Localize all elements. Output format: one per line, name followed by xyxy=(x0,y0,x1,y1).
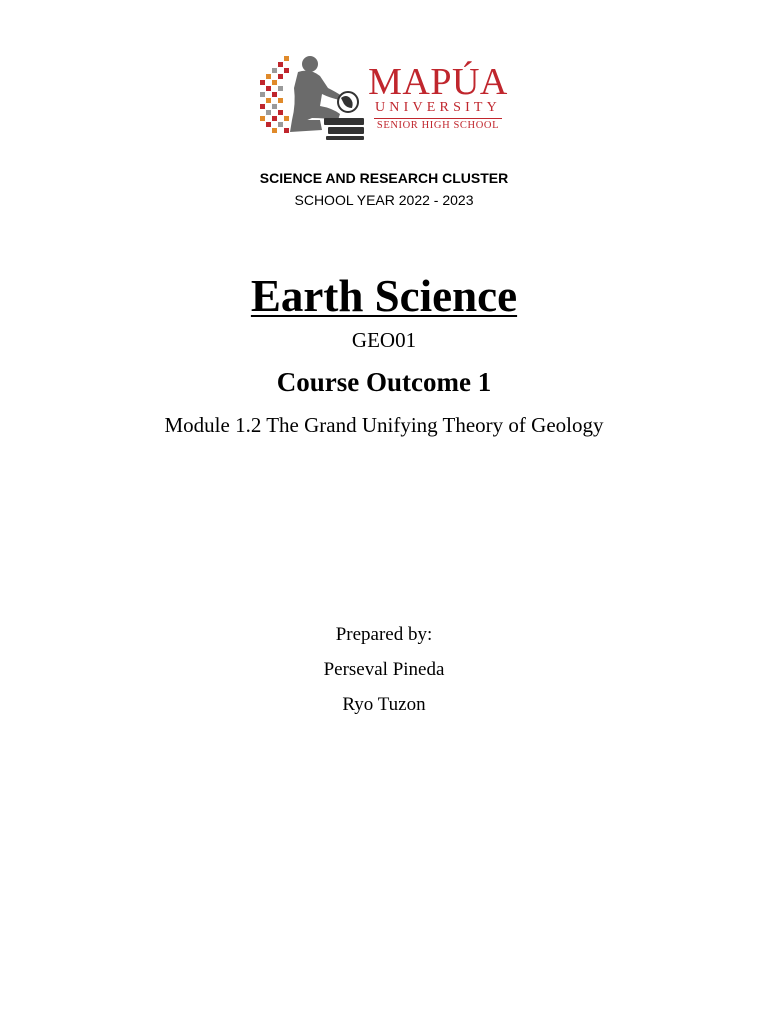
cluster-heading: SCIENCE AND RESEARCH CLUSTER xyxy=(259,170,509,186)
brand-text xyxy=(368,62,508,132)
course-code: GEO01 xyxy=(351,328,417,352)
course-outcome: Course Outcome 1 xyxy=(276,367,492,397)
author-name: Ryo Tuzon xyxy=(342,694,426,715)
brand-name: MAPÚA xyxy=(368,61,508,103)
globe-icon xyxy=(338,92,358,112)
prepared-by-label: Prepared by: xyxy=(335,624,433,645)
mosaic-squares xyxy=(260,56,289,133)
module-title: Module 1.2 The Grand Unifying Theory of Geology xyxy=(164,413,604,437)
university-logo xyxy=(258,52,510,142)
author-name: Perseval Pineda xyxy=(323,659,445,680)
statue-emblem-icon xyxy=(258,52,368,142)
school-year: SCHOOL YEAR 2022 - 2023 xyxy=(294,192,474,208)
books-icon xyxy=(324,118,364,140)
brand-senior-high-school: SENIOR HIGH SCHOOL xyxy=(374,118,502,132)
brand-university: UNIVERSITY xyxy=(375,100,501,115)
course-title: Earth Science xyxy=(250,271,518,321)
